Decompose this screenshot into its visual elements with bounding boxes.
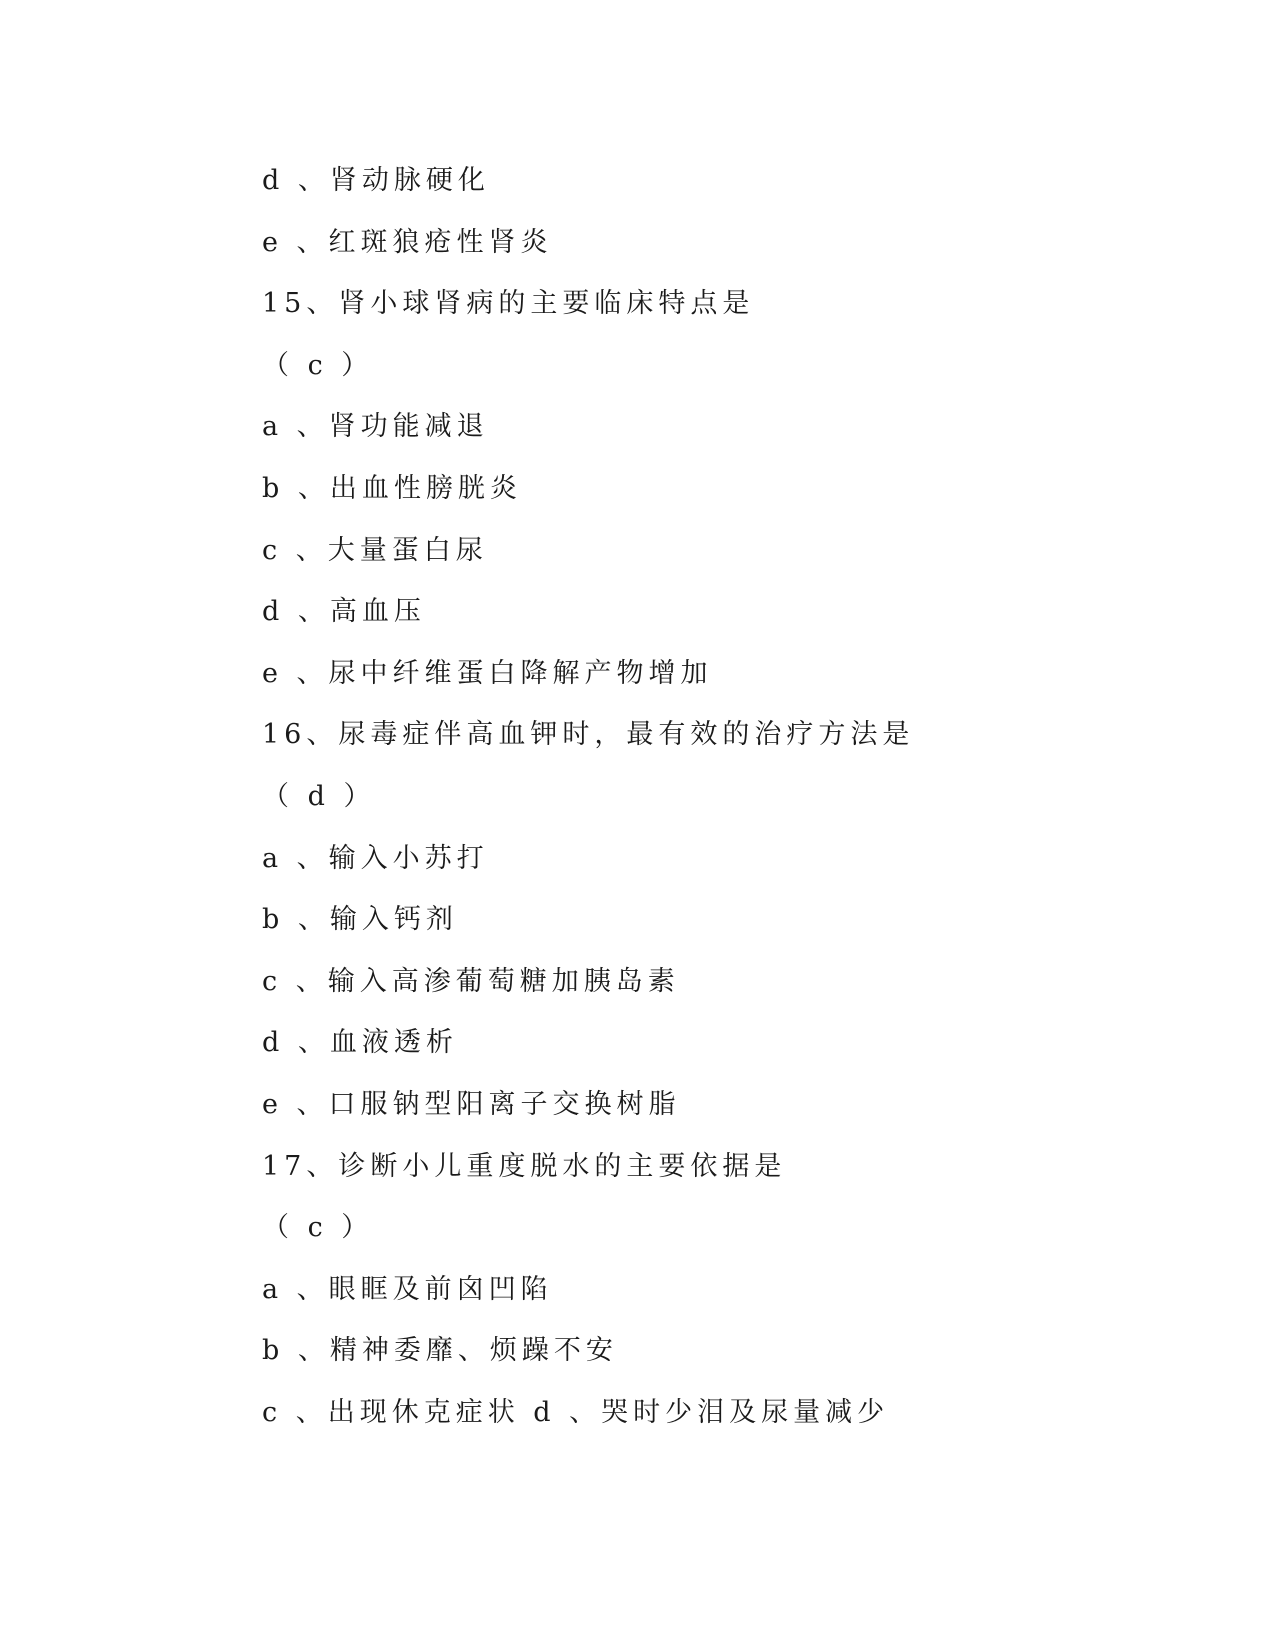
question-text-block [262,163,1162,1456]
q16-option-d: d 、血液透析 [262,1027,458,1059]
q16-option-a: a 、输入小苏打 [262,842,489,874]
question-17: 17、诊断小儿重度脱水的主要依据是 [262,1150,787,1182]
q15-option-d: d 、高血压 [262,596,426,628]
q15-option-b: b 、出血性膀胱炎 [262,472,522,504]
answer-16: （ d ） [262,780,376,812]
option-e-lupus-nephritis: e 、红斑狼疮性肾炎 [262,226,553,258]
answer-15: （ c ） [262,349,374,381]
q15-option-e: e 、尿中纤维蛋白降解产物增加 [262,657,713,689]
q17-option-b: b 、精神委靡、烦躁不安 [262,1335,618,1367]
question-15: 15、肾小球肾病的主要临床特点是 [262,288,755,320]
q17-option-c-d: c 、出现休克症状 d 、哭时少泪及尿量减少 [262,1396,890,1428]
q16-option-b: b 、输入钙剂 [262,904,458,936]
q16-option-e: e 、口服钠型阳离子交换树脂 [262,1088,681,1120]
q17-option-a: a 、眼眶及前囟凹陷 [262,1273,553,1305]
question-16: 16、尿毒症伴高血钾时，最有效的治疗方法是 [262,719,915,751]
q16-option-c: c 、输入高渗葡萄糖加胰岛素 [262,965,680,997]
option-d-renal-artery: d 、肾动脉硬化 [262,165,490,196]
q15-option-a: a 、肾功能减退 [262,411,489,443]
q15-option-c: c 、大量蛋白尿 [262,534,488,566]
answer-17: （ c ） [262,1212,374,1244]
